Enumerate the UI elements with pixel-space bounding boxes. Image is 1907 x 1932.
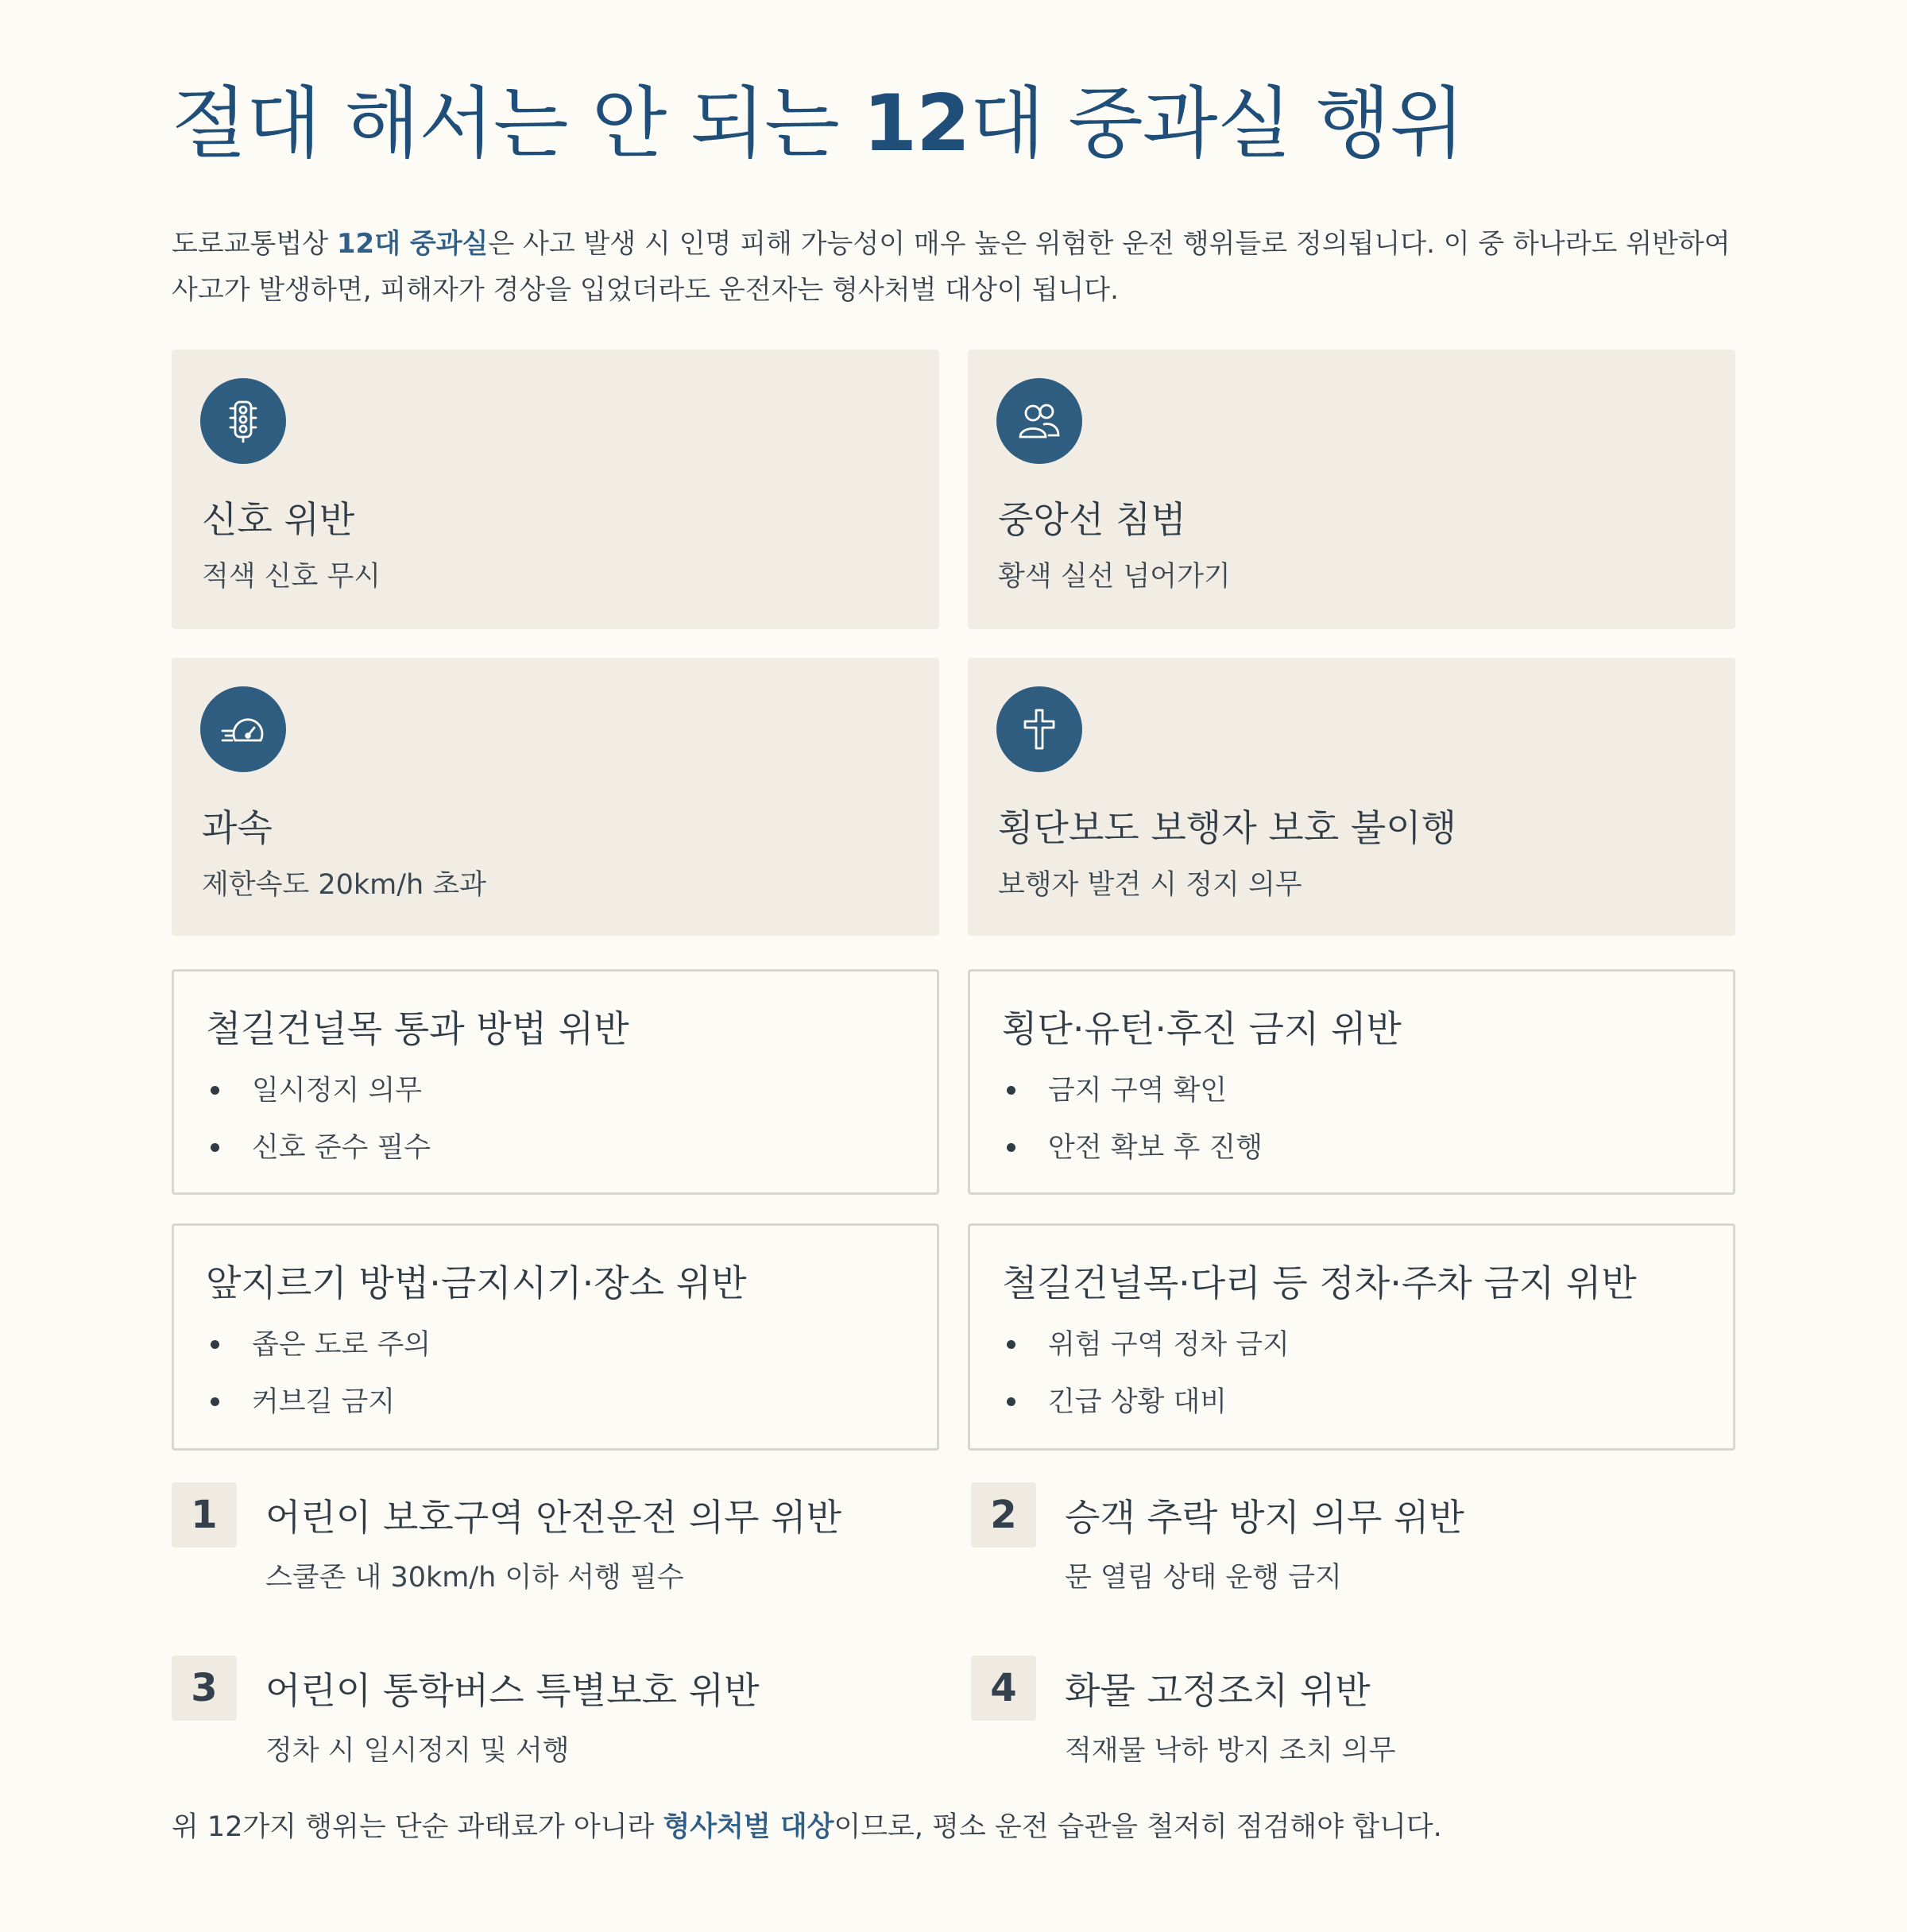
list-item bbox=[1002, 1130, 1263, 1188]
list-item-text: 안전 확보 후 진행 bbox=[1048, 1132, 1263, 1164]
bullet-icon bbox=[1007, 1340, 1015, 1349]
numbered-title: 화물 고정조치 위반 bbox=[1065, 1669, 1371, 1712]
list-item bbox=[1002, 1073, 1263, 1130]
list-item bbox=[206, 1130, 431, 1188]
list-item-text: 긴급 상황 대비 bbox=[1048, 1386, 1228, 1418]
card-title: 중앙선 침범 bbox=[998, 498, 1186, 541]
title-suffix: 대 중과실 행위 bbox=[969, 79, 1464, 169]
box-list bbox=[206, 1327, 431, 1442]
card-title: 과속 bbox=[202, 806, 273, 849]
numbered-subtitle: 적재물 낙하 방지 조치 의무 bbox=[1065, 1735, 1396, 1767]
title-prefix: 절대 해서는 안 되는 bbox=[172, 79, 863, 169]
numbered-item-2 bbox=[971, 1482, 1735, 1602]
list-item-text: 좁은 도로 주의 bbox=[252, 1329, 431, 1361]
traffic-light-icon bbox=[200, 378, 286, 464]
card-signal-violation bbox=[172, 350, 939, 629]
number-badge: 4 bbox=[971, 1656, 1036, 1721]
numbered-title: 승객 추락 방지 의무 위반 bbox=[1065, 1496, 1464, 1539]
outro-after: 이므로, 평소 운전 습관을 철저히 점검해야 합니다. bbox=[834, 1811, 1442, 1843]
number-badge: 1 bbox=[172, 1482, 237, 1548]
box-title: 철길건널목 통과 방법 위반 bbox=[206, 1007, 629, 1050]
box-no-parking bbox=[968, 1223, 1735, 1451]
bullet-icon bbox=[211, 1340, 219, 1349]
bullet-icon bbox=[211, 1086, 219, 1095]
card-subtitle: 보행자 발견 시 정지 의무 bbox=[998, 869, 1302, 901]
bullet-icon bbox=[1007, 1397, 1015, 1406]
numbered-title: 어린이 통학버스 특별보호 위반 bbox=[265, 1669, 760, 1712]
bullet-icon bbox=[211, 1143, 219, 1152]
number-badge: 3 bbox=[172, 1656, 237, 1721]
numbered-subtitle: 정차 시 일시정지 및 서행 bbox=[265, 1735, 570, 1767]
box-title: 철길건널목·다리 등 정차·주차 금지 위반 bbox=[1002, 1262, 1637, 1304]
intro-paragraph bbox=[172, 221, 1737, 313]
page-title bbox=[172, 76, 1464, 172]
box-list bbox=[206, 1073, 431, 1188]
intro-highlight: 12대 중과실 bbox=[336, 228, 489, 260]
box-list bbox=[1002, 1327, 1290, 1442]
intro-after: 은 사고 발생 시 인명 피해 가능성이 매우 높은 위험한 운전 행위들로 정의됩니다. 이 중 하나라도 위반하여 사고가 발생하면, 피해자가 경상을 입었더라도 운전자는 형사처벌 대상이 됩니다. bbox=[172, 228, 1731, 306]
bullet-icon bbox=[1007, 1143, 1015, 1152]
outro-before: 위 12가지 행위는 단순 과태료가 아니라 bbox=[172, 1811, 663, 1843]
box-overtaking bbox=[172, 1223, 939, 1451]
title-number: 12 bbox=[862, 79, 970, 169]
walking-person-icon bbox=[996, 686, 1082, 772]
list-item bbox=[1002, 1385, 1290, 1442]
list-item bbox=[206, 1073, 431, 1130]
box-list bbox=[1002, 1073, 1263, 1188]
list-item-text: 커브길 금지 bbox=[252, 1386, 396, 1418]
box-uturn-reverse bbox=[968, 969, 1735, 1195]
numbered-item-1 bbox=[172, 1482, 939, 1602]
card-title: 신호 위반 bbox=[202, 498, 355, 541]
card-subtitle: 제한속도 20km/h 초과 bbox=[202, 869, 486, 901]
outro-paragraph bbox=[172, 1805, 1442, 1845]
numbered-item-4 bbox=[971, 1656, 1735, 1775]
people-icon bbox=[996, 378, 1082, 464]
bullet-icon bbox=[211, 1397, 219, 1406]
speedometer-icon bbox=[200, 686, 286, 772]
number-badge: 2 bbox=[971, 1482, 1036, 1548]
card-crosswalk-violation bbox=[968, 658, 1735, 936]
list-item-text: 신호 준수 필수 bbox=[252, 1132, 431, 1164]
list-item-text: 일시정지 의무 bbox=[252, 1075, 422, 1107]
box-railroad-crossing bbox=[172, 969, 939, 1195]
outro-highlight: 형사처벌 대상 bbox=[663, 1811, 834, 1843]
box-title: 횡단·유턴·후진 금지 위반 bbox=[1002, 1007, 1402, 1050]
list-item bbox=[206, 1385, 431, 1442]
bullet-icon bbox=[1007, 1086, 1015, 1095]
list-item-text: 위험 구역 정차 금지 bbox=[1048, 1329, 1290, 1361]
card-centerline-violation bbox=[968, 350, 1735, 629]
numbered-title: 어린이 보호구역 안전운전 의무 위반 bbox=[265, 1496, 842, 1539]
box-title: 앞지르기 방법·금지시기·장소 위반 bbox=[206, 1262, 747, 1304]
card-speeding bbox=[172, 658, 939, 936]
numbered-subtitle: 문 열림 상태 운행 금지 bbox=[1065, 1562, 1342, 1594]
card-title: 횡단보도 보행자 보호 불이행 bbox=[998, 806, 1457, 849]
list-item-text: 금지 구역 확인 bbox=[1048, 1075, 1228, 1107]
list-item bbox=[1002, 1327, 1290, 1385]
list-item bbox=[206, 1327, 431, 1385]
numbered-subtitle: 스쿨존 내 30km/h 이하 서행 필수 bbox=[265, 1562, 684, 1594]
card-subtitle: 적색 신호 무시 bbox=[202, 561, 381, 593]
card-subtitle: 황색 실선 넘어가기 bbox=[998, 561, 1231, 593]
intro-before: 도로교통법상 bbox=[172, 228, 337, 260]
numbered-item-3 bbox=[172, 1656, 939, 1775]
